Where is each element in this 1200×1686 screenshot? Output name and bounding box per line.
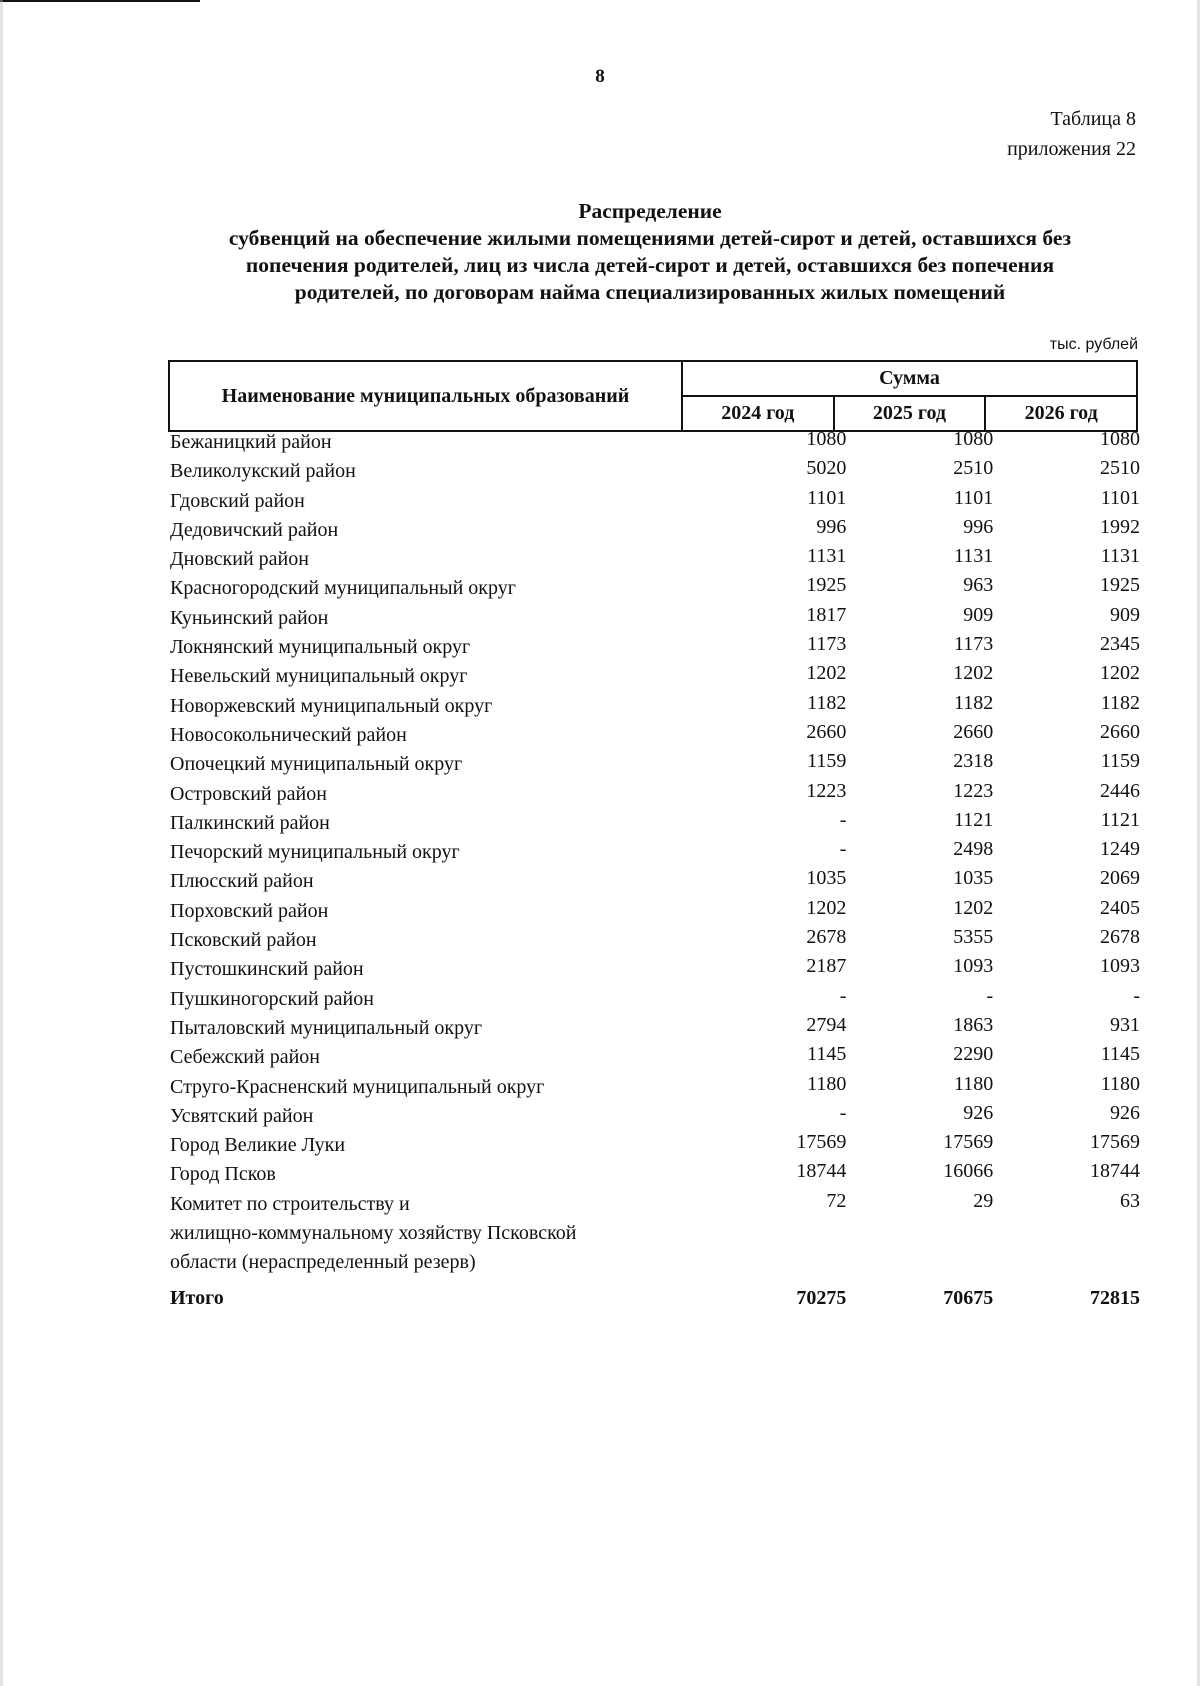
row-value-2024: 996 [816, 515, 847, 538]
total-value-2026: 72815 [1090, 1286, 1141, 1309]
row-name: Пыталовский муниципальный округ [170, 1016, 483, 1039]
row-value-2024: 1173 [807, 633, 847, 656]
table-header [168, 360, 1138, 432]
row-value-2026: 1159 [1100, 750, 1141, 773]
page-number: 8 [595, 66, 605, 87]
row-value-2025: 963 [963, 574, 994, 597]
row-value-2025: 1173 [953, 633, 994, 656]
table-reference-line2: приложения 22 [1007, 138, 1136, 160]
table-row [170, 1014, 1140, 1043]
row-name: Гдовский район [170, 489, 305, 512]
row-value-2025: 996 [963, 515, 994, 538]
row-value-2026: 2446 [1100, 779, 1141, 802]
row-value-2024: 1035 [806, 867, 847, 890]
table-row [170, 750, 1140, 779]
row-name: Печорский муниципальный округ [170, 841, 460, 864]
row-value-2024: 1182 [807, 691, 847, 714]
total-label: Итого [170, 1286, 224, 1309]
scan-edge-line [0, 0, 200, 2]
row-name [170, 1190, 686, 1278]
table-reference-line1: Таблица 8 [1050, 108, 1136, 130]
row-name-line1: Комитет по строительству и [170, 1192, 410, 1215]
table-row [170, 809, 1140, 838]
row-value-2024: 1101 [807, 486, 847, 509]
row-value-2024: 72 [826, 1189, 847, 1212]
row-value-2026: 2678 [1100, 926, 1141, 949]
row-name: Новоржевский муниципальный округ [170, 694, 493, 717]
title-line3: попечения родителей, лиц из числа детей-сирот и детей, оставшихся без попечения [245, 253, 1055, 277]
table-row [170, 662, 1140, 691]
row-name: Куньинский район [170, 606, 329, 629]
row-value-2024: 2660 [806, 720, 847, 743]
row-value-2026: 1249 [1100, 838, 1141, 861]
table-row [170, 1043, 1140, 1072]
row-value-2024: - [839, 1101, 847, 1124]
row-name: Дедовичский район [170, 518, 339, 541]
row-value-2025: 1035 [953, 867, 994, 890]
row-value-2026: 1182 [1100, 691, 1141, 714]
table-row [170, 604, 1140, 633]
row-value-2025: 29 [973, 1189, 994, 1212]
row-value-2026: 17569 [1090, 1131, 1141, 1154]
row-value-2024: 1925 [806, 574, 847, 597]
row-value-2026: 926 [1110, 1101, 1141, 1124]
row-name: Красногородский муниципальный округ [170, 577, 516, 600]
row-value-2026: 1080 [1100, 428, 1141, 450]
row-value-2026: 18744 [1090, 1160, 1141, 1183]
table-row [170, 985, 1140, 1014]
table-body [170, 428, 1140, 1310]
row-value-2026: 909 [1110, 603, 1141, 626]
row-value-2025: 2318 [953, 750, 994, 773]
row-value-2024: 1202 [806, 896, 847, 919]
row-value-2025: 17569 [943, 1131, 994, 1154]
row-value-2024: 5020 [806, 457, 847, 480]
row-value-2025: 2510 [953, 457, 994, 480]
table-row [170, 838, 1140, 867]
row-name: Палкинский район [170, 811, 330, 834]
table-row [170, 1131, 1140, 1160]
row-value-2024: 2794 [806, 1013, 847, 1036]
row-value-2024: 2187 [806, 955, 847, 978]
row-value-2025: 2290 [953, 1043, 994, 1066]
table-row [170, 516, 1140, 545]
table-row [170, 1073, 1140, 1102]
row-value-2026: 2510 [1100, 457, 1141, 480]
row-value-2024: 1159 [807, 750, 847, 773]
header-name: Наименование муниципальных образований [169, 361, 682, 431]
table-row [170, 897, 1140, 926]
row-value-2024: 1202 [806, 662, 847, 685]
title-line1: Распределение [578, 199, 722, 223]
row-value-2026: 1992 [1100, 515, 1141, 538]
row-value-2025: 1121 [953, 808, 994, 831]
table-row [170, 867, 1140, 896]
row-name: Город Великие Луки [170, 1134, 346, 1157]
row-value-2024: - [839, 838, 847, 861]
row-value-2026: 1925 [1100, 574, 1141, 597]
row-value-2024: 1145 [807, 1043, 847, 1066]
row-value-2024: - [839, 808, 847, 831]
table-row-total [170, 1278, 1140, 1310]
row-value-2024: 17569 [796, 1131, 847, 1154]
row-name-line2: жилищно-коммунальному хозяйству Псковской [170, 1221, 577, 1244]
row-value-2025: 1202 [953, 896, 994, 919]
row-name: Локнянский муниципальный округ [170, 636, 471, 659]
table-row [170, 692, 1140, 721]
row-name: Дновский район [170, 548, 309, 571]
table-row [170, 721, 1140, 750]
header-sum: Сумма [682, 361, 1137, 396]
row-value-2025: 1223 [953, 779, 994, 802]
row-value-2026: 1180 [1100, 1072, 1141, 1095]
title-line2: субвенций на обеспечение жилыми помещениями детей-сирот и детей, оставшихся без [228, 226, 1072, 250]
row-value-2026: 2405 [1100, 896, 1141, 919]
row-value-2026: 2660 [1100, 720, 1141, 743]
row-name: Струго-Красненский муниципальный округ [170, 1075, 545, 1098]
row-value-2025: 2660 [953, 720, 994, 743]
header-year-2024: 2024 год [682, 396, 834, 431]
row-value-2024: 1223 [806, 779, 847, 802]
row-value-2026: 1121 [1100, 808, 1141, 831]
table-row [170, 1102, 1140, 1131]
header-year-2026: 2026 год [985, 396, 1137, 431]
row-value-2026: 2345 [1100, 633, 1141, 656]
row-value-2026: 1145 [1100, 1043, 1141, 1066]
row-value-2024: 1180 [807, 1072, 847, 1095]
row-value-2025: 5355 [953, 926, 994, 949]
row-name: Пушкиногорский район [170, 987, 374, 1010]
row-value-2026: 1131 [1100, 545, 1141, 568]
row-name: Опочецкий муниципальный округ [170, 753, 463, 776]
row-value-2025: 1101 [953, 486, 994, 509]
row-value-2026: 1202 [1100, 662, 1141, 685]
row-value-2024: - [839, 984, 847, 1007]
row-value-2025: 1180 [953, 1072, 994, 1095]
table-row [170, 457, 1140, 486]
row-value-2024: 1131 [807, 545, 847, 568]
total-value-2024: 70275 [796, 1286, 847, 1309]
row-name: Великолукский район [170, 460, 356, 483]
table-row [170, 428, 1140, 457]
table-row [170, 955, 1140, 984]
row-value-2025: 1202 [953, 662, 994, 685]
row-name: Островский район [170, 782, 327, 805]
table-row [170, 633, 1140, 662]
row-value-2024: 1080 [806, 428, 847, 450]
row-name: Бежаницкий район [170, 431, 332, 453]
row-value-2026: 1093 [1100, 955, 1141, 978]
row-name-line3: области (нераспределенный резерв) [170, 1250, 476, 1273]
row-value-2025: - [986, 984, 994, 1007]
title-line4: родителей, по договорам найма специализированных жилых помещений [294, 280, 1006, 304]
row-value-2025: 1863 [953, 1013, 994, 1036]
row-value-2026: 2069 [1100, 867, 1141, 890]
row-value-2026: 931 [1110, 1013, 1141, 1036]
row-name: Плюсский район [170, 870, 314, 893]
row-value-2025: 16066 [943, 1160, 994, 1183]
row-name: Пустошкинский район [170, 958, 364, 981]
total-value-2025: 70675 [943, 1286, 994, 1309]
row-value-2026: 1101 [1100, 486, 1141, 509]
table-row [170, 545, 1140, 574]
row-name: Псковский район [170, 929, 317, 952]
row-value-2025: 1182 [953, 691, 994, 714]
row-name: Себежский район [170, 1046, 320, 1069]
table-row [170, 574, 1140, 603]
row-name: Город Псков [170, 1163, 276, 1186]
row-value-2025: 909 [963, 603, 994, 626]
row-value-2024: 18744 [796, 1160, 847, 1183]
table-row-committee [170, 1190, 1140, 1278]
row-value-2025: 1131 [953, 545, 994, 568]
row-name: Новосокольнический район [170, 723, 407, 746]
scan-margin-left [0, 0, 3, 1686]
row-value-2025: 926 [963, 1101, 994, 1124]
row-name: Порховский район [170, 899, 329, 922]
units-label: тыс. рублей [1049, 336, 1138, 353]
row-value-2024: 1817 [806, 603, 847, 626]
document-title [150, 198, 1150, 306]
row-value-2024: 2678 [806, 926, 847, 949]
table-row [170, 780, 1140, 809]
table-row [170, 487, 1140, 516]
row-name: Невельский муниципальный округ [170, 665, 468, 688]
row-value-2025: 2498 [953, 838, 994, 861]
row-value-2025: 1093 [953, 955, 994, 978]
row-value-2025: 1080 [953, 428, 994, 450]
table-row [170, 926, 1140, 955]
table-row [170, 1160, 1140, 1189]
table-reference [1007, 104, 1136, 164]
row-value-2026: - [1133, 984, 1141, 1007]
row-name: Усвятский район [170, 1104, 314, 1127]
row-value-2026: 63 [1120, 1189, 1141, 1212]
header-year-2025: 2025 год [834, 396, 986, 431]
